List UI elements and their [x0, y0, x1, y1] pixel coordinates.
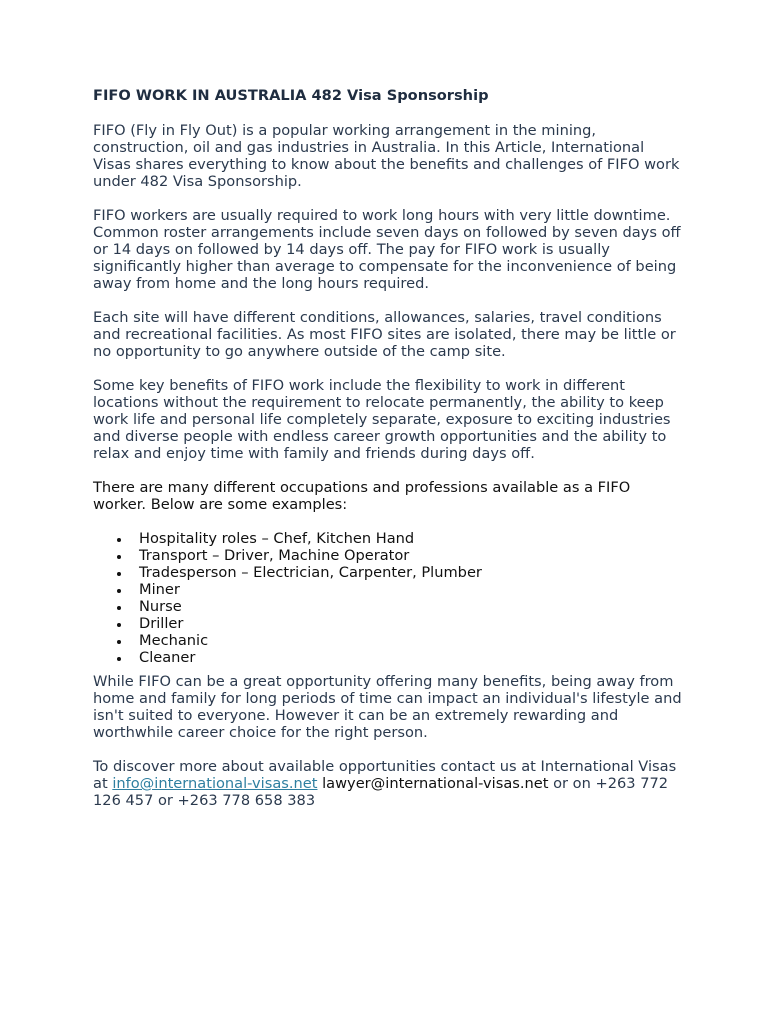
list-item: Nurse — [139, 598, 683, 615]
paragraph-closing: While FIFO can be a great opportunity offering many benefits, being away from home and family for long periods of time can impact an individual's lifestyle and isn't suited to everyone. However it can be an extremely rewarding and worthwhile career choice for the right person. — [93, 673, 682, 741]
email-link[interactable]: info@international-visas.net — [112, 775, 318, 792]
paragraph-contact — [93, 758, 683, 809]
list-item: Driller — [139, 615, 683, 632]
list-item: Mechanic — [139, 632, 683, 649]
paragraph-occupations-intro: There are many different occupations and professions available as a FIFO worker. Below are some examples: — [93, 479, 631, 513]
occupation-list — [93, 530, 683, 666]
paragraph-workload: FIFO workers are usually required to work long hours with very little downtime. Common roster arrangements include seven days on followed by seven days off or 14 days on followed by 14 days off. The pay for FIFO work is usually significantly higher than average to compensate for the inconvenience of being away from home and the long hours required. — [93, 207, 681, 292]
document-title: FIFO WORK IN AUSTRALIA 482 Visa Sponsorship — [93, 87, 489, 104]
list-item: Hospitality roles – Chef, Kitchen Hand — [139, 530, 683, 547]
contact-lead: To discover more about available opportunities contact us at International Visas at — [93, 758, 677, 792]
document-page — [93, 86, 683, 826]
contact-phones: or on +263 772 126 457 or +263 778 658 383 — [93, 775, 669, 809]
list-item: Cleaner — [139, 649, 683, 666]
list-item: Transport – Driver, Machine Operator — [139, 547, 683, 564]
list-item: Tradesperson – Electrician, Carpenter, Plumber — [139, 564, 683, 581]
contact-email-plain: lawyer@international-visas.net — [317, 775, 549, 792]
list-item: Miner — [139, 581, 683, 598]
paragraph-benefits: Some key benefits of FIFO work include the flexibility to work in different locations without the requirement to relocate permanently, the ability to keep work life and personal life completely separate, exposure to exciting industries and diverse people with endless career growth opportunities and the ability to relax and enjoy time with family and friends during days off. — [93, 377, 671, 462]
paragraph-site-conditions: Each site will have different conditions, allowances, salaries, travel conditions and recreational facilities. As most FIFO sites are isolated, there may be little or no opportunity to go anywhere outside of the camp site. — [93, 309, 676, 360]
paragraph-intro: FIFO (Fly in Fly Out) is a popular working arrangement in the mining, construction, oil and gas industries in Australia. In this Article, International Visas shares everything to know about the benefits and challenges of FIFO work under 482 Visa Sponsorship. — [93, 122, 680, 190]
